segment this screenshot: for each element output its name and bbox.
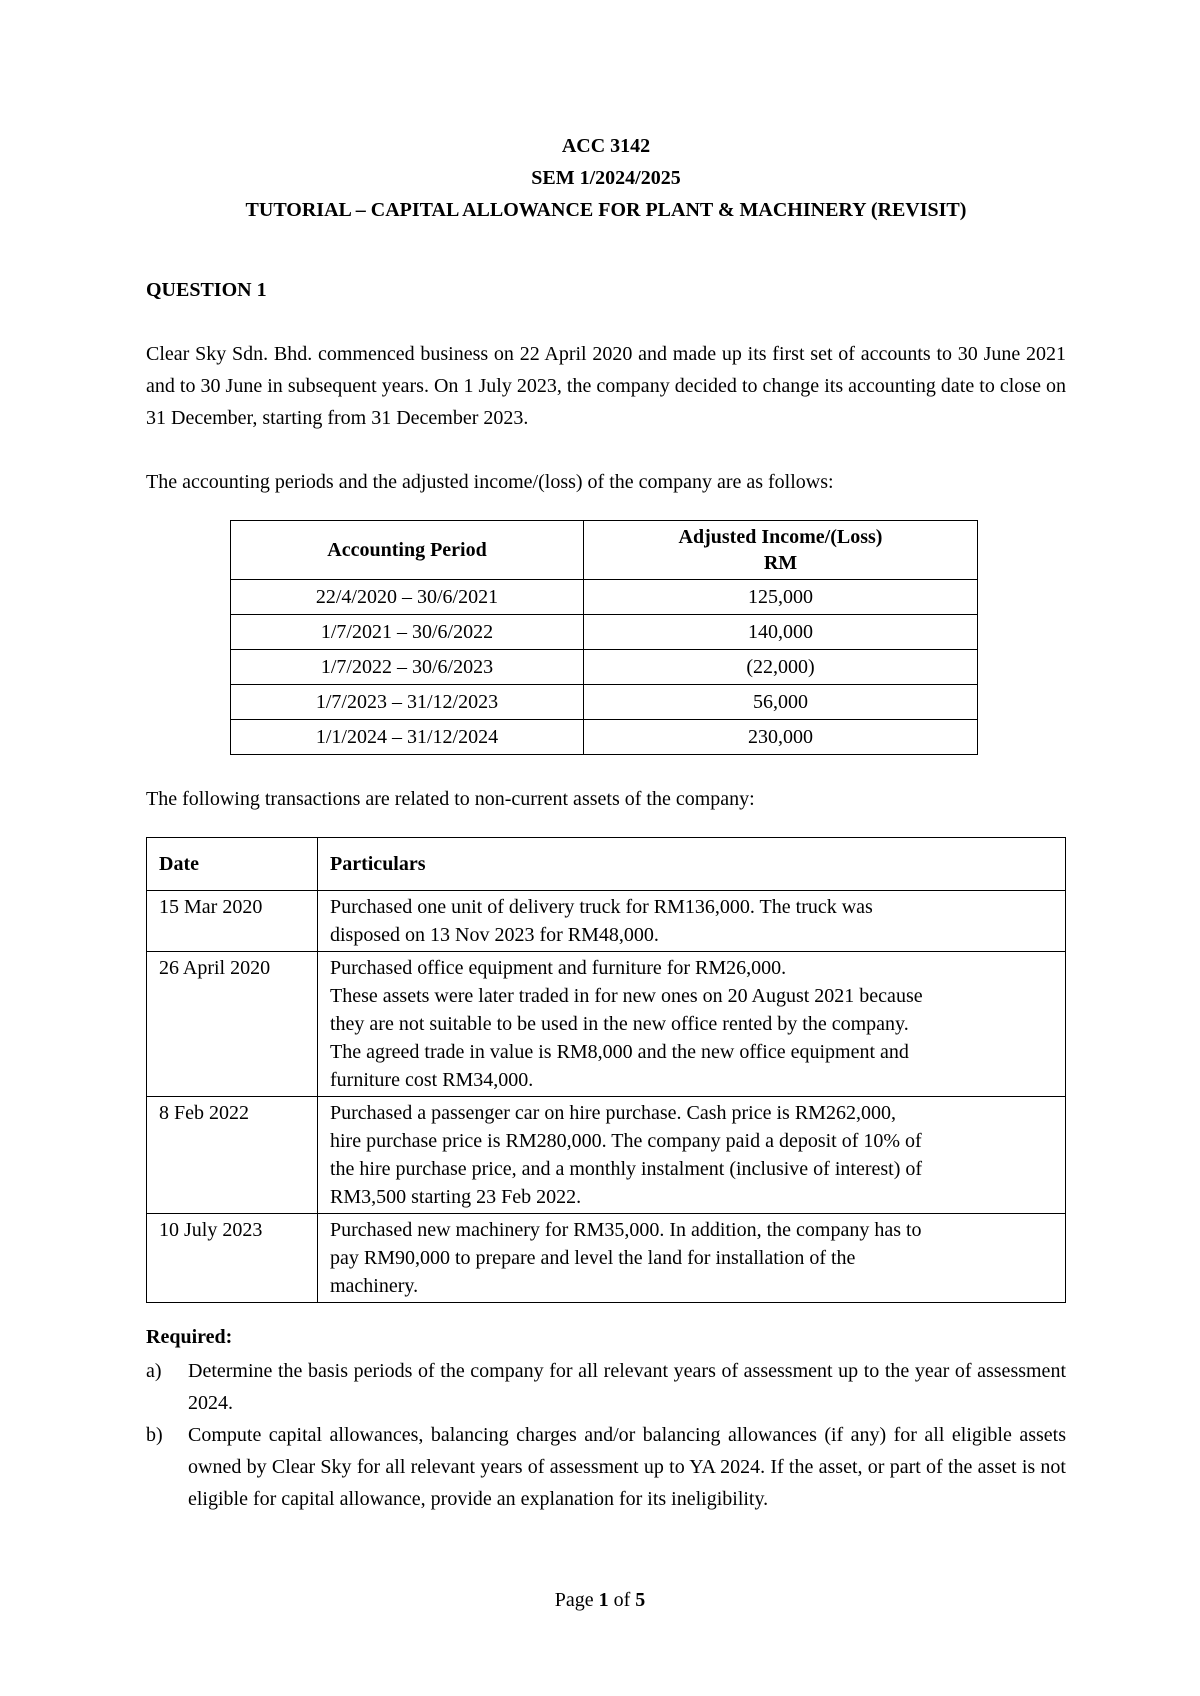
table-row <box>147 1214 1066 1303</box>
transactions-intro: The following transactions are related to non-current assets of the company: <box>146 788 755 810</box>
page-total: 5 <box>635 1589 646 1611</box>
income-header-line1: Adjusted Income/(Loss) <box>678 526 883 548</box>
transactions-table <box>146 837 1066 1303</box>
table-row <box>231 650 978 685</box>
page-of: of <box>613 1589 631 1611</box>
particulars-line: machinery. <box>330 1275 419 1297</box>
particulars-line: These assets were later traded in for new ones on 20 August 2021 because <box>330 985 923 1007</box>
particulars-line: Purchased a passenger car on hire purchase. Cash price is RM262,000, <box>330 1102 896 1124</box>
period-cell: 1/7/2021 – 30/6/2022 <box>231 615 584 650</box>
amount-cell: 125,000 <box>584 580 978 615</box>
particulars-cell <box>318 1097 1066 1214</box>
required-heading: Required: <box>146 1326 233 1348</box>
period-cell: 1/1/2024 – 31/12/2024 <box>231 720 584 755</box>
income-header-line2: RM <box>763 552 798 574</box>
particulars-cell <box>318 952 1066 1097</box>
document-page <box>146 130 1066 1515</box>
table-row <box>231 720 978 755</box>
list-item <box>146 1355 1066 1419</box>
question-heading: QUESTION 1 <box>146 279 267 301</box>
item-label: b) <box>146 1424 163 1446</box>
table-row <box>147 952 1066 1097</box>
period-table-header-row <box>231 521 978 580</box>
table-row <box>231 615 978 650</box>
table-row <box>147 891 1066 952</box>
period-cell: 1/7/2023 – 31/12/2023 <box>231 685 584 720</box>
item-label: a) <box>146 1360 162 1382</box>
particulars-line: The agreed trade in value is RM8,000 and the new office equipment and <box>330 1041 909 1063</box>
question-intro: Clear Sky Sdn. Bhd. commenced business on 22 April 2020 and made up its first set of accounts to 30 June 2021 and to 30 June in subsequent years. On 1 July 2023, the company decided to change its accounting date to close on 31 December, starting from 31 December 2023. <box>146 343 1066 429</box>
income-header <box>584 521 978 580</box>
particulars-line: disposed on 13 Nov 2023 for RM48,000. <box>330 924 659 946</box>
period-cell: 22/4/2020 – 30/6/2021 <box>231 580 584 615</box>
table-row <box>231 685 978 720</box>
particulars-cell <box>318 891 1066 952</box>
particulars-line: they are not suitable to be used in the new office rented by the company. <box>330 1013 909 1035</box>
particulars-line: RM3,500 starting 23 Feb 2022. <box>330 1186 582 1208</box>
item-text: Determine the basis periods of the company for all relevant years of assessment up to the year of assessment 2024. <box>188 1360 1066 1414</box>
page-footer <box>0 1584 1200 1616</box>
date-cell: 15 Mar 2020 <box>147 891 318 952</box>
particulars-header: Particulars <box>318 838 1066 891</box>
date-cell: 26 April 2020 <box>147 952 318 1097</box>
amount-cell: 140,000 <box>584 615 978 650</box>
page-current: 1 <box>598 1589 609 1611</box>
amount-cell: (22,000) <box>584 650 978 685</box>
particulars-line: the hire purchase price, and a monthly instalment (inclusive of interest) of <box>330 1158 923 1180</box>
title-block <box>146 130 1066 226</box>
date-header: Date <box>147 838 318 891</box>
particulars-line: Purchased new machinery for RM35,000. In addition, the company has to <box>330 1219 922 1241</box>
list-item <box>146 1419 1066 1515</box>
particulars-line: Purchased office equipment and furniture for RM26,000. <box>330 957 787 979</box>
tutorial-title: TUTORIAL – CAPITAL ALLOWANCE FOR PLANT & MACHINERY (REVISIT) <box>245 199 967 221</box>
transactions-header-row <box>147 838 1066 891</box>
amount-cell: 56,000 <box>584 685 978 720</box>
date-cell: 10 July 2023 <box>147 1214 318 1303</box>
semester: SEM 1/2024/2025 <box>531 167 681 189</box>
amount-cell: 230,000 <box>584 720 978 755</box>
period-header: Accounting Period <box>231 521 584 580</box>
table-row <box>231 580 978 615</box>
required-list <box>146 1355 1066 1515</box>
period-cell: 1/7/2022 – 30/6/2023 <box>231 650 584 685</box>
periods-intro: The accounting periods and the adjusted income/(loss) of the company are as follows: <box>146 471 834 493</box>
particulars-line: furniture cost RM34,000. <box>330 1069 534 1091</box>
table-row <box>147 1097 1066 1214</box>
particulars-line: hire purchase price is RM280,000. The company paid a deposit of 10% of <box>330 1130 922 1152</box>
particulars-cell <box>318 1214 1066 1303</box>
particulars-line: Purchased one unit of delivery truck for RM136,000. The truck was <box>330 896 873 918</box>
course-code: ACC 3142 <box>561 135 651 157</box>
item-text: Compute capital allowances, balancing charges and/or balancing allowances (if any) for all eligible assets owned by Clear Sky for all relevant years of assessment up to YA 2024. If the asset, or part of the asset is not eligible for capital allowance, provide an explanation for its ineligibility. <box>188 1424 1066 1510</box>
page-prefix: Page <box>554 1589 594 1611</box>
particulars-line: pay RM90,000 to prepare and level the land for installation of the <box>330 1247 856 1269</box>
date-cell: 8 Feb 2022 <box>147 1097 318 1214</box>
accounting-period-table <box>230 520 978 755</box>
